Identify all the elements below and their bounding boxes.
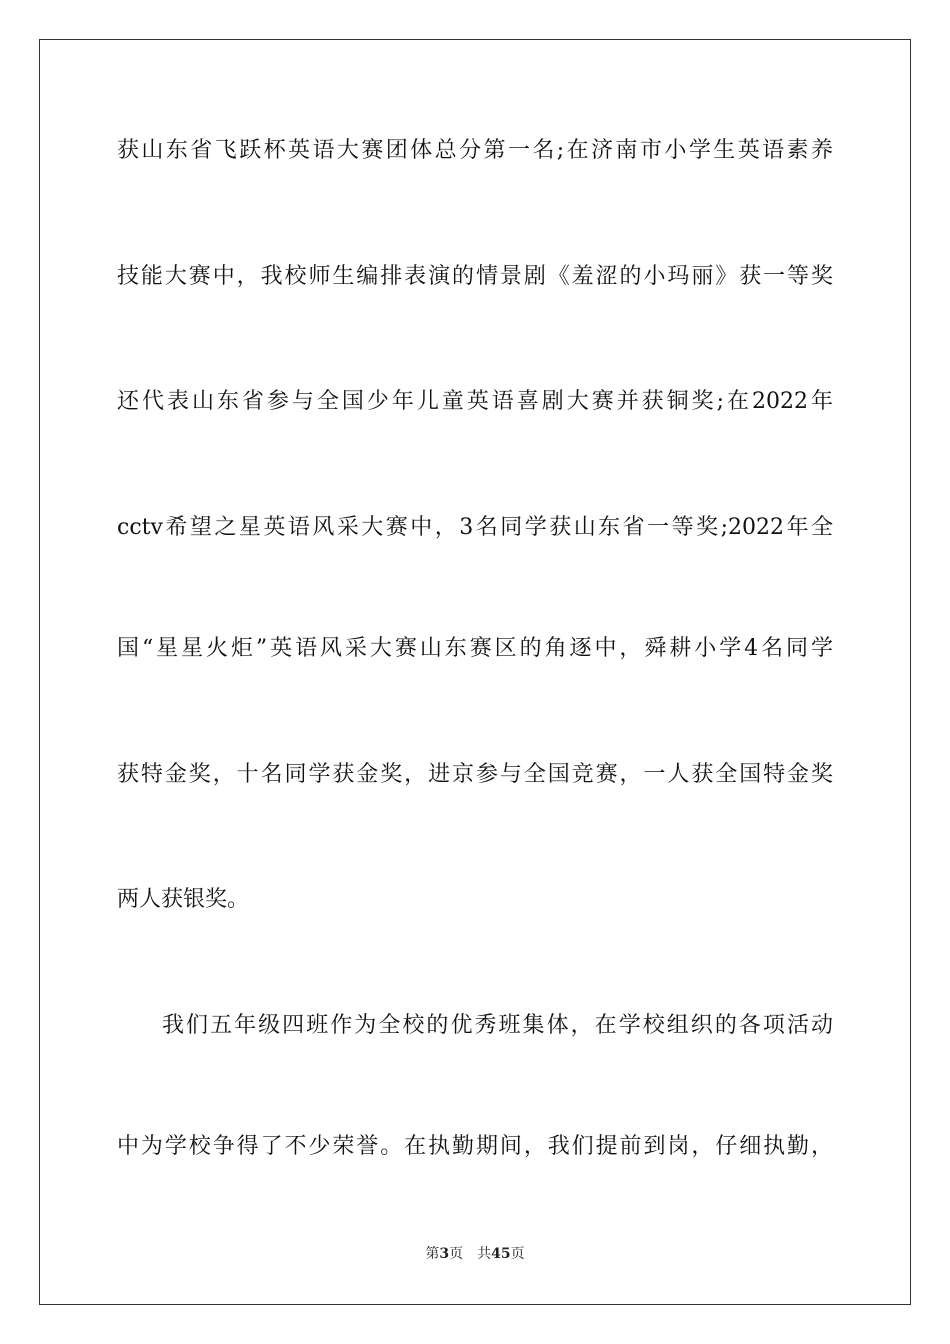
page-number: 3	[439, 1246, 450, 1262]
text-line: 两人获银奖。	[117, 887, 250, 912]
text-line: 获特金奖，十名同学获金奖，进京参与全国竞赛，一人获全国特金奖	[117, 762, 833, 787]
page-footer	[0, 1244, 950, 1264]
page-border	[39, 39, 911, 1305]
text-line: 获山东省飞跃杯英语大赛团体总分第一名;在济南市小学生英语素养	[117, 138, 833, 163]
text-line: 中为学校争得了不少荣誉。在执勤期间，我们提前到岗，仔细执勤，	[117, 1134, 833, 1159]
text-line: cctv希望之星英语风采大赛中，3名同学获山东省一等奖;2022年全	[117, 515, 833, 540]
text-line: 还代表山东省参与全国少年儿童英语喜剧大赛并获铜奖;在2022年	[117, 389, 833, 414]
total-prefix: 共	[477, 1246, 492, 1262]
text-line: 我们五年级四班作为全校的优秀班集体，在学校组织的各项活动	[162, 1013, 833, 1038]
total-suffix: 页	[510, 1246, 525, 1262]
page-prefix: 第	[425, 1246, 440, 1262]
page-suffix: 页	[449, 1246, 464, 1262]
text-line: 技能大赛中，我校师生编排表演的情景剧《羞涩的小玛丽》获一等奖	[117, 264, 833, 289]
total-pages: 45	[491, 1246, 511, 1262]
text-line: 国“星星火炬”英语风采大赛山东赛区的角逐中，舜耕小学4名同学	[117, 636, 833, 661]
